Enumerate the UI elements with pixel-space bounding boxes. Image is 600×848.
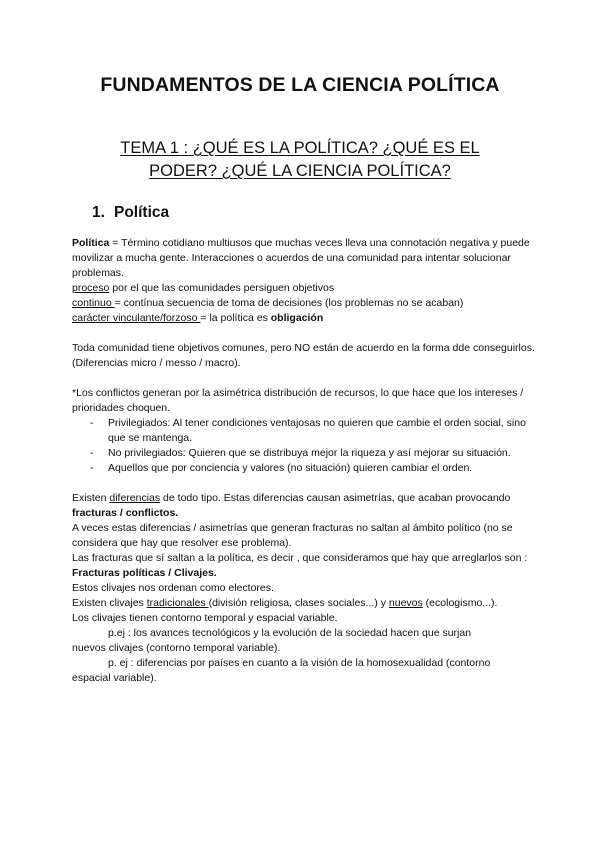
text-span: (ecologismo...).: [422, 597, 498, 609]
topic-heading: [60, 137, 540, 183]
definition-text: = Término cotidiano multiusos que muchas veces lleva una connotación negativa y puede movilizar a mucha gente. Interacciones o acuerdos de una comunidad para intentar solucionar problemas.: [72, 237, 530, 279]
list-item: - Privilegiados: Al tener condiciones ventajosas no quieren que cambie el orden social, sino que se mantenga.: [108, 416, 542, 446]
text-span: de todo tipo. Estas diferencias causan asimetrías, que acaban provocando: [160, 492, 511, 504]
definition-term: Política: [72, 237, 110, 249]
proceso-line: [72, 281, 542, 296]
example-2-line-2: espacial variable).: [72, 672, 157, 684]
fracturas-paragraph-2: A veces estas diferencias / asimetrías que generan fracturas no saltan al ámbito político (no se considera que hay que resolver ese problema).: [72, 522, 513, 549]
example-1-line-2: nuevos clivajes (contorno temporal variable).: [72, 642, 281, 654]
text-span: Existen clivajes: [72, 597, 147, 609]
caracter-bold: obligación: [270, 312, 324, 324]
caracter-line: [72, 311, 542, 326]
continuo-term: continuo: [72, 297, 115, 309]
text-span: (división religiosa, clases sociales...) y: [208, 597, 389, 609]
list-item: - Aquellos que por conciencia y valores (no situación) quieren cambiar el orden.: [108, 461, 542, 476]
proceso-term: proceso: [72, 282, 110, 294]
fracturas-paragraph-1: [72, 491, 542, 521]
fracturas-paragraph-5: [72, 596, 542, 611]
comunidad-paragraph: Toda comunidad tiene objetivos comunes, pero NO están de acuerdo en la forma dde conseguirlos. (Diferencias micro / messo / macro).: [72, 342, 535, 369]
proceso-text: por el que las comunidades persiguen objetivos: [109, 282, 335, 294]
tradicionales-term: tradicionales: [146, 597, 209, 609]
clivajes-bold: Fracturas políticas / Clivajes.: [72, 567, 217, 579]
nuevos-term: nuevos: [388, 597, 423, 609]
section-title: Política: [114, 204, 170, 221]
diferencias-term: diferencias: [109, 492, 161, 504]
fracturas-paragraph-4: Estos clivajes nos ordenan como electores.: [72, 582, 274, 594]
fracturas-paragraph-3: [72, 551, 542, 581]
caracter-text: = la política es: [200, 312, 271, 324]
section-number: 1.: [92, 204, 105, 221]
fracturas-paragraph-6: Los clivajes tienen contorno temporal y espacial variable.: [72, 612, 338, 624]
continuo-line: [72, 296, 542, 311]
topic-heading-line-2: PODER? ¿QUÉ LA CIENCIA POLÍTICA?: [149, 162, 451, 180]
document-body: [72, 236, 542, 686]
conflictos-paragraph: *Los conflictos generan por la asimétrica distribución de recursos, lo que hace que los intereses / prioridades choquen.: [72, 387, 524, 414]
list-item: - No privilegiados: Quieren que se distribuya mejor la riqueza y así mejorar su situación.: [108, 446, 542, 461]
caracter-term: carácter vinculante/forzoso: [72, 312, 201, 324]
continuo-text: = contínua secuencia de toma de decisiones (los problemas no se acaban): [114, 297, 464, 309]
actors-list: [72, 416, 542, 476]
example-2-line-1: p. ej : diferencias por países en cuanto a la visión de la homosexualidad (contorno: [108, 657, 491, 669]
document-title: FUNDAMENTOS DE LA CIENCIA POLÍTICA: [100, 74, 500, 96]
example-1-line-1: p.ej : los avances tecnológicos y la evolución de la sociedad hacen que surjan: [108, 627, 472, 639]
fracturas-bold: fracturas / conflictos.: [72, 507, 179, 519]
definition-paragraph: [72, 236, 542, 281]
text-span: Existen: [72, 492, 110, 504]
section-heading: [92, 204, 169, 222]
topic-heading-line-1: TEMA 1 : ¿QUÉ ES LA POLÍTICA? ¿QUÉ ES EL: [120, 139, 480, 157]
text-span: Las fracturas que sí saltan a la política, es decir , que consideramos que hay que arreglarlos son :: [72, 552, 528, 564]
